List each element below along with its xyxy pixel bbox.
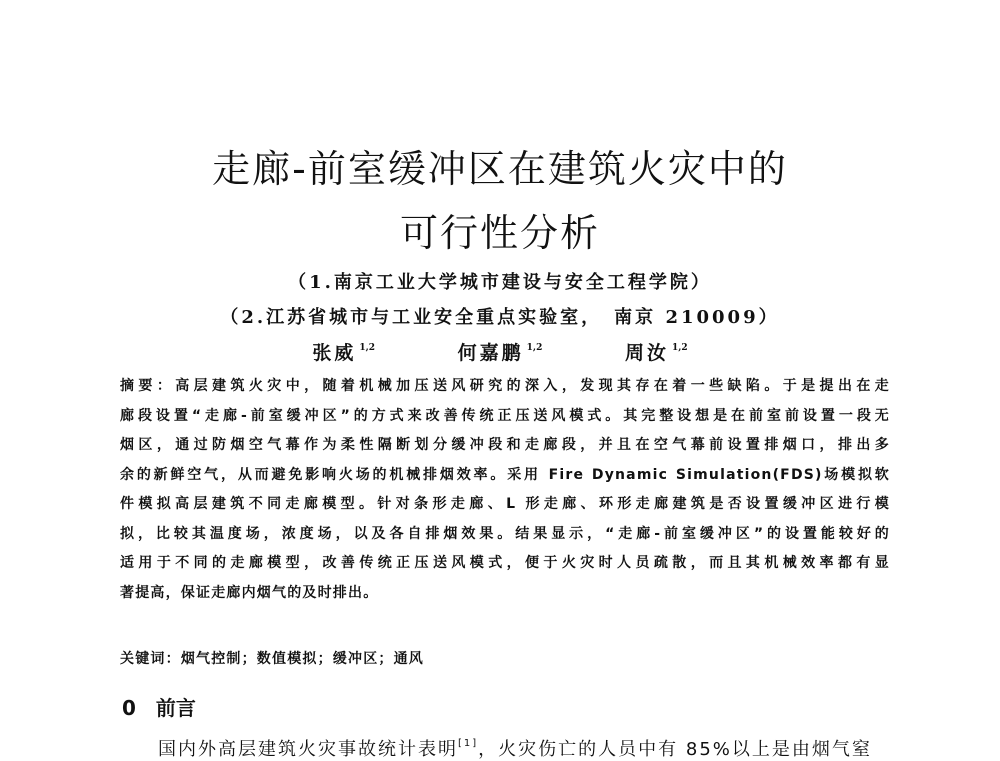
author bbox=[458, 338, 543, 365]
abstract-line: 廊段设置“走廊-前室缓冲区”的方式来改善传统正压送风模式。其完整设想是在前室前设置一段无 bbox=[120, 407, 890, 424]
abstract-line: 件模拟高层建筑不同走廊模型。针对条形走廊、L 形走廊、环形走廊建筑是否设置缓冲区进行模 bbox=[120, 496, 890, 512]
paper-title-line-2: 可行性分析 bbox=[399, 211, 600, 255]
author-affiliation-mark: 1,2 bbox=[359, 343, 376, 353]
body-text-start: 国内外高层建筑火灾事故统计表明 bbox=[158, 739, 458, 760]
abstract-line bbox=[120, 372, 890, 402]
author-list bbox=[0, 338, 1000, 365]
author bbox=[312, 338, 375, 365]
author-name: 周汝 bbox=[624, 342, 669, 364]
abstract-label: 摘要： bbox=[120, 378, 176, 394]
abstract-text: 高层建筑火灾中，随着机械加压送风研究的深入，发现其存在着一些缺陷。于是提出在走 bbox=[175, 378, 890, 394]
section-heading bbox=[122, 692, 196, 721]
abstract-line: 拟，比较其温度场，浓度场，以及各自排烟效果。结果显示，“走廊-前室缓冲区”的设置能较好的 bbox=[120, 525, 890, 542]
author bbox=[625, 338, 688, 365]
abstract-line: 著提高，保证走廊内烟气的及时排出。 bbox=[120, 584, 379, 601]
author-name: 何嘉鹏 bbox=[457, 342, 524, 364]
section-number: 0 bbox=[122, 696, 136, 720]
author-name: 张威 bbox=[312, 342, 357, 364]
body-paragraph bbox=[158, 735, 898, 761]
abstract bbox=[120, 372, 890, 608]
author-affiliation-mark: 1,2 bbox=[526, 343, 543, 353]
section-title: 前言 bbox=[155, 696, 196, 720]
keywords-text: 烟气控制；数值模拟；缓冲区；通风 bbox=[180, 651, 425, 667]
author-affiliation-mark: 1,2 bbox=[671, 343, 688, 353]
paper-title-line-1: 走廊-前室缓冲区在建筑火灾中的 bbox=[212, 147, 788, 191]
keywords-label: 关键词： bbox=[120, 651, 181, 667]
citation-ref: [1] bbox=[458, 738, 479, 749]
abstract-line: 余的新鲜空气，从而避免影响火场的机械排烟效率。采用 Fire Dynamic Simulation(FDS)场模拟软 bbox=[120, 466, 890, 483]
abstract-line: 适用于不同的走廊模型，改善传统正压送风模式，便于火灾时人员疏散，而且其机械效率都有显 bbox=[120, 555, 890, 571]
body-text-end: ，火灾伤亡的人员中有 85%以上是由烟气窒 bbox=[478, 739, 872, 760]
affiliation-2: （2.江苏省城市与工业安全重点实验室， 南京 210009） bbox=[220, 307, 780, 328]
abstract-line: 烟区，通过防烟空气幕作为柔性隔断划分缓冲段和走廊段，并且在空气幕前设置排烟口，排出多 bbox=[120, 437, 890, 453]
keywords bbox=[120, 648, 890, 668]
affiliation-1: （1.南京工业大学城市建设与安全工程学院） bbox=[288, 272, 712, 293]
